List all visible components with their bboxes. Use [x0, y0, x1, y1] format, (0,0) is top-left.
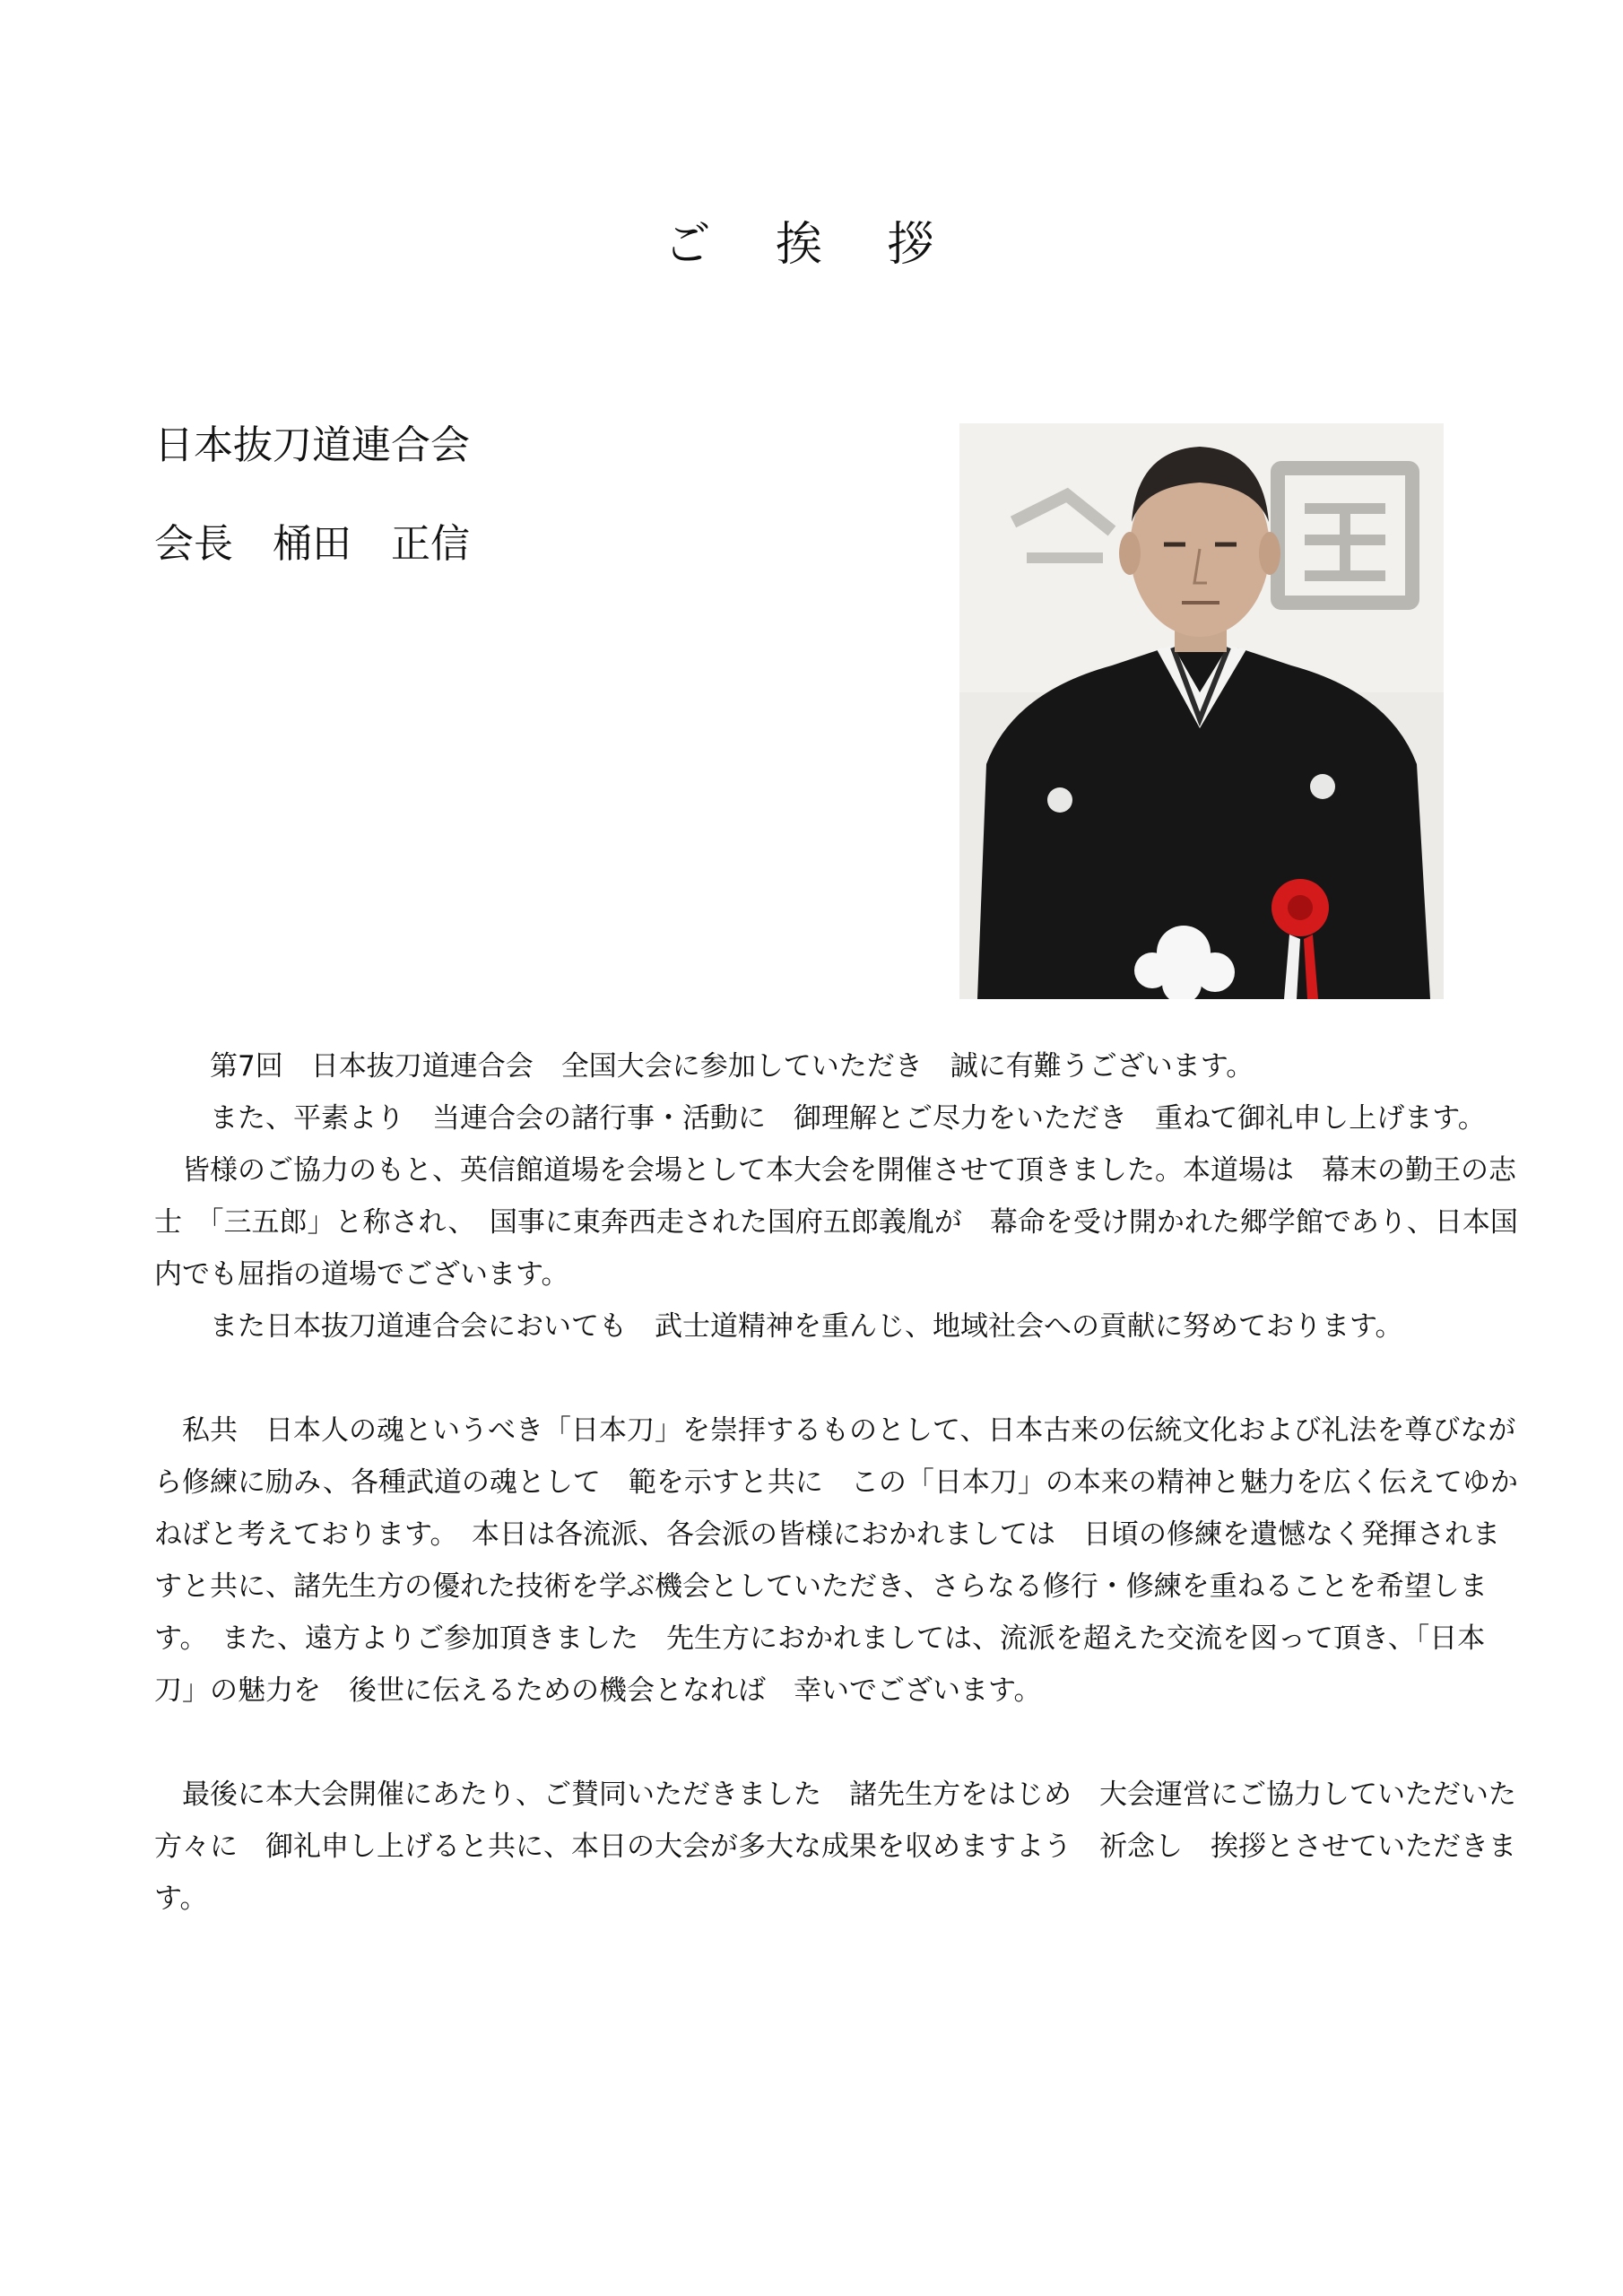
- organization-name: 日本抜刀道連合会: [154, 422, 470, 468]
- author-name: 会長 桶田 正信: [154, 521, 470, 567]
- greeting-body: [154, 1040, 1526, 1925]
- portrait-photo: [959, 423, 1444, 999]
- paragraph: 皆様のご協力のもと、英信館道場を会場として本大会を開催させて頂きました。本道場は 幕末の勤王の志士 「三五郎」と称され、 国事に東奔西走された国府五郎義胤が 幕命を受け開かれた郷学館であり、日本国内でも屈指の道場でございます。: [154, 1154, 1518, 1291]
- paragraph: 最後に本大会開催にあたり、ご賛同いただきました 諸先生方をはじめ 大会運営にご協力していただいた方々に 御礼申し上げると共に、本日の大会が多大な成果を収めますよう 祈念し 挨拶とさせていただきます。: [154, 1779, 1516, 1915]
- paragraph: 私共 日本人の魂というべき「日本刀」を崇拝するものとして、日本古来の伝統文化および礼法を尊びながら修練に励み、各種武道の魂として 範を示すと共に この「日本刀」の本来の精神と魅力を広く伝えてゆかねばと考えております。 本日は各流派、各会派の皆様におかれましては 日頃の修練を遺憾なく発揮されますと共に、諸先生方の優れた技術を学ぶ機会としていただき、さらなる修行・修練を重ねることを希望します。 また、遠方よりご参加頂きました 先生方におかれましては、流派を超えた交流を図って頂き、「日本刀」の魅力を 後世に伝えるための機会となれば 幸いでございます。: [154, 1414, 1518, 1707]
- paragraph: また、平素より 当連合会の諸行事・活動に 御理解とご尽力をいただき 重ねて御礼申し上げます。: [154, 1102, 1486, 1135]
- paragraph-gap: [154, 1717, 1526, 1769]
- page-title: ご 挨 拶: [664, 218, 959, 272]
- paragraph: また日本抜刀道連合会においても 武士道精神を重んじ、地域社会への貢献に努めております。: [154, 1310, 1403, 1343]
- paragraph-gap: [154, 1352, 1526, 1405]
- paragraph: 第7回 日本抜刀道連合会 全国大会に参加していただき 誠に有難うございます。: [154, 1050, 1254, 1083]
